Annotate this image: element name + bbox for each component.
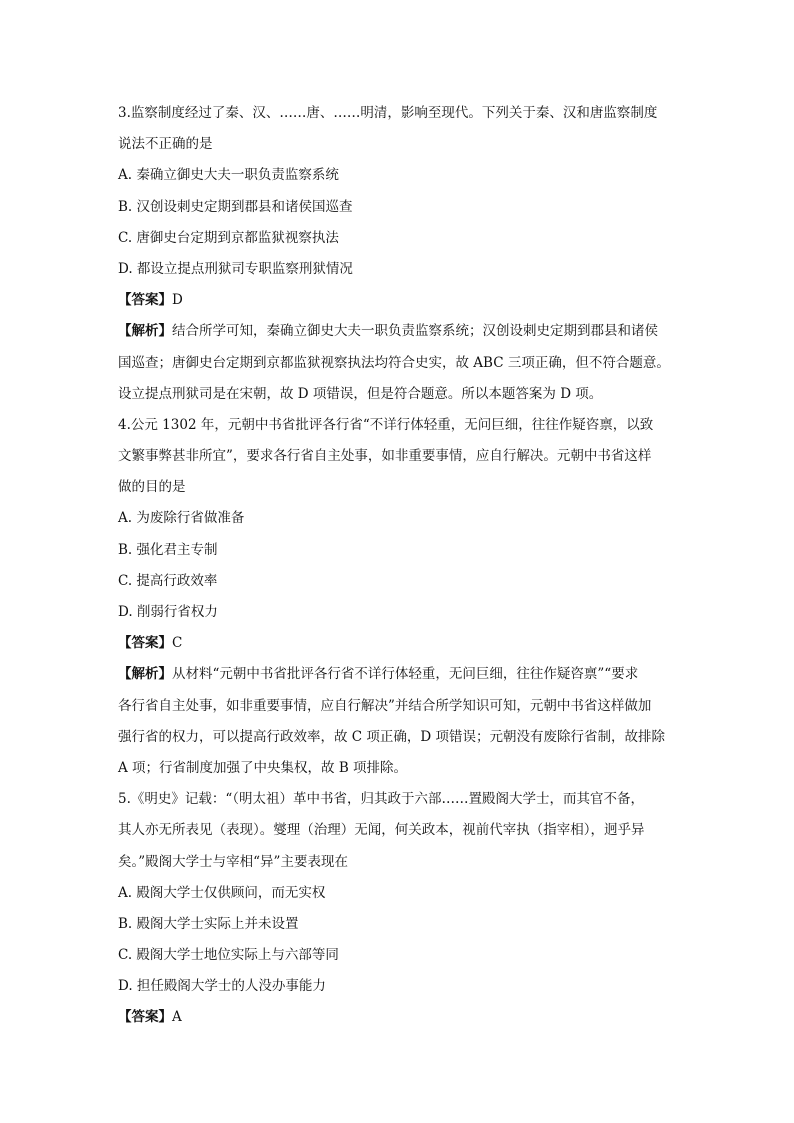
question-stem-line: 3.监察制度经过了秦、汉、……唐、……明清，影响至现代。下列关于秦、汉和唐监察制度: [118, 105, 658, 121]
answer-line: [118, 1002, 680, 1033]
question-stem-line: 做的目的是: [118, 479, 186, 496]
analysis-line: [118, 316, 680, 347]
answer-value: C: [172, 635, 183, 652]
answer-line: [118, 628, 680, 659]
question-4: [118, 410, 680, 784]
option-a: A. 秦确立御史大夫一职负责监察系统: [118, 167, 339, 184]
question-stem-line: 5.《明史》记载：“（明太祖）革中书省，归其政于六部……置殿阁大学士，而其官不备，: [118, 791, 645, 808]
option-b: B. 汉创设刺史定期到郡县和诸侯国巡查: [118, 198, 353, 215]
analysis-text: 从材料“元朝中书省批评各行省不详行体轻重，无问巨细，往往作疑咨禀”“要求: [172, 666, 639, 683]
question-stem-line: 其人亦无所表见（表现）。燮理（治理）无闻，何关政本，视前代宰执（指宰相），迥乎异: [118, 822, 645, 839]
question-3: [118, 98, 680, 410]
option-b: B. 强化君主专制: [118, 541, 218, 558]
option-d: D. 削弱行省权力: [118, 604, 218, 620]
question-stem-line: 文繁事弊甚非所宜”，要求各行省自主处事，如非重要事情，应自行解决。元朝中书省这样: [118, 448, 652, 465]
analysis-label: 【解析】: [118, 323, 172, 340]
document-page: [118, 98, 680, 1034]
option-d: D. 担任殿阁大学士的人没办事能力: [118, 978, 326, 995]
question-5: [118, 784, 680, 1034]
analysis-line: 强行省的权力，可以提高行政效率，故 C 项正确，D 项错误；元朝没有废除行省制，故排除: [118, 728, 666, 745]
answer-value: D: [172, 292, 183, 309]
option-c: C. 提高行政效率: [118, 572, 218, 589]
analysis-line: [118, 659, 680, 690]
option-b: B. 殿阁大学士实际上并未设置: [118, 915, 299, 932]
option-a: A. 殿阁大学士仅供顾问，而无实权: [118, 884, 326, 901]
analysis-line: 国巡查；唐御史台定期到京都监狱视察执法均符合史实，故 ABC 三项正确，但不符合题意。: [118, 354, 670, 371]
answer-label: 【答案】: [118, 1009, 172, 1026]
option-d: D. 都设立提点刑狱司专职监察刑狱情况: [118, 260, 353, 277]
answer-line: [118, 285, 680, 316]
question-stem-line: 说法不正确的是: [118, 136, 213, 153]
analysis-line: A 项；行省制度加强了中央集权，故 B 项排除。: [118, 759, 408, 776]
option-a: A. 为废除行省做准备: [118, 510, 245, 527]
question-stem-line: 4.公元 1302 年，元朝中书省批评各行省“不详行体轻重，无问巨细，往往作疑咨禀，以致: [118, 416, 654, 433]
option-c: C. 殿阁大学士地位实际上与六部等同: [118, 947, 339, 964]
analysis-line: 各行省自主处事，如非重要事情，应自行解决”并结合所学知识可知，元朝中书省这样做加: [118, 697, 652, 714]
option-c: C. 唐御史台定期到京都监狱视察执法: [118, 229, 339, 246]
answer-value: A: [172, 1009, 182, 1026]
analysis-label: 【解析】: [118, 666, 172, 683]
analysis-text: 结合所学可知，秦确立御史大夫一职负责监察系统；汉创设刺史定期到郡县和诸侯: [172, 323, 658, 340]
answer-label: 【答案】: [118, 635, 172, 652]
analysis-line: 设立提点刑狱司是在宋朝，故 D 项错误，但是符合题意。所以本题答案为 D 项。: [118, 385, 603, 402]
question-stem-line: 矣。”殿阁大学士与宰相“异”主要表现在: [118, 853, 348, 870]
answer-label: 【答案】: [118, 292, 172, 309]
